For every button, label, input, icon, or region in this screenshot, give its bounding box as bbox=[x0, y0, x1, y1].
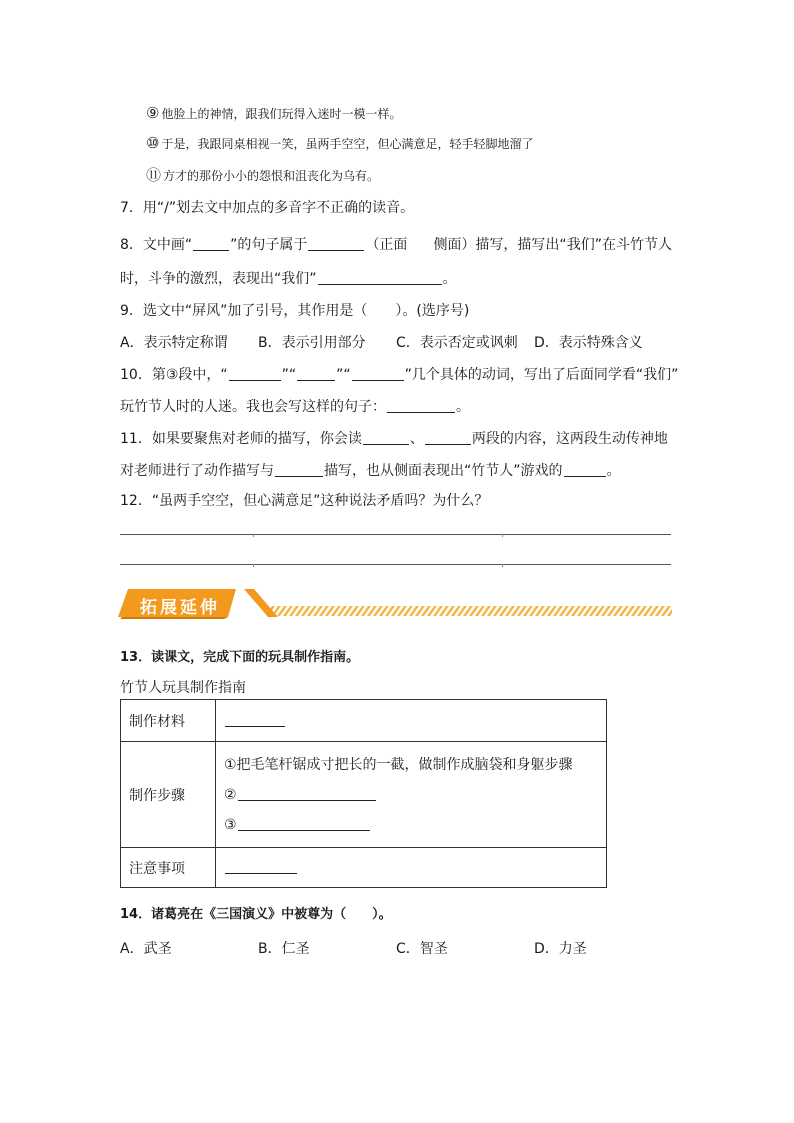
answer-line-2[interactable] bbox=[120, 564, 671, 565]
q10-text-c: 玩竹节人时的人迷。我也会写这样的句子： bbox=[120, 399, 386, 415]
q14-option-c[interactable]: C．智圣 bbox=[396, 941, 448, 957]
q11-text-a: 11．如果要聚焦对老师的描写，你会读 bbox=[120, 431, 362, 447]
q14-option-a[interactable]: A．武圣 bbox=[120, 941, 172, 957]
question-13: 13．读课文，完成下面的玩具制作指南。 bbox=[120, 650, 360, 665]
question-10-line-1 bbox=[120, 364, 678, 384]
q8-text-b: ”的句子属于 bbox=[230, 237, 308, 253]
paragraph-number: ⑨ bbox=[146, 104, 160, 122]
q8-text-a: 8．文中画“ bbox=[120, 237, 193, 253]
question-7: 7．用“/”划去文中加点的多音字不正确的读音。 bbox=[120, 200, 415, 216]
question-8-line-1 bbox=[120, 234, 672, 254]
q8-text-e: 时，斗争的激烈，表现出“我们” bbox=[120, 271, 317, 287]
q8-text-c: （正面 bbox=[365, 237, 408, 253]
q10-blank-sentence[interactable] bbox=[387, 398, 455, 413]
q8-text-f: 。 bbox=[442, 271, 457, 287]
q9-option-d[interactable]: D．表示特殊含义 bbox=[534, 335, 643, 351]
q8-text-d: 侧面）描写，描写出“我们”在斗竹节人 bbox=[433, 237, 672, 253]
passage-text: 他脸上的神情，跟我们玩得入迷时一模一样。 bbox=[161, 107, 402, 121]
banner-slash bbox=[244, 589, 278, 617]
row-label-steps: 制作步骤 bbox=[121, 742, 216, 848]
passage-text: 方才的那份小小的怨恨和沮丧化为乌有。 bbox=[163, 169, 380, 183]
q10-blank-1[interactable] bbox=[229, 366, 281, 381]
passage-line-11 bbox=[146, 164, 379, 185]
notes-blank[interactable] bbox=[225, 863, 297, 874]
q11-text-d: 描写，也从侧面表现出“竹节人”游戏的 bbox=[324, 463, 563, 479]
q10-blank-2[interactable] bbox=[297, 366, 335, 381]
passage-line-10 bbox=[146, 134, 533, 152]
q10-quote-1: ”“ bbox=[281, 367, 297, 383]
step-2 bbox=[224, 780, 598, 810]
table-row-steps bbox=[121, 742, 607, 848]
row-label-materials: 制作材料 bbox=[121, 700, 216, 742]
step-2-blank[interactable] bbox=[238, 786, 376, 801]
banner-stripe-band bbox=[268, 606, 672, 616]
step-3-num: ③ bbox=[224, 816, 237, 833]
guide-table bbox=[120, 699, 607, 888]
q10-text-a: 10．第③段中，“ bbox=[120, 367, 228, 383]
guide-table-title: 竹节人玩具制作指南 bbox=[120, 680, 246, 696]
question-11-line-1 bbox=[120, 428, 668, 448]
q10-quote-2: ”“ bbox=[336, 367, 351, 383]
paragraph-number: ⑪ bbox=[146, 166, 162, 184]
step-3-blank[interactable] bbox=[238, 816, 370, 831]
q11-blank-1[interactable] bbox=[363, 430, 409, 445]
passage-text: 于是，我跟同桌相视一笑，虽两手空空，但心满意足，轻手轻脚地溜了 bbox=[161, 137, 534, 151]
q8-blank-underline[interactable] bbox=[193, 236, 229, 251]
q11-blank-2[interactable] bbox=[425, 430, 471, 445]
q8-blank-type[interactable] bbox=[308, 236, 364, 251]
q9-option-b[interactable]: B．表示引用部分 bbox=[258, 335, 366, 351]
table-row-notes bbox=[121, 848, 607, 888]
step-1: ①把毛笔杆锯成寸把长的一截，做制作成脑袋和身躯步骤 bbox=[224, 756, 573, 773]
question-14: 14．诸葛亮在《三国演义》中被尊为（ ）。 bbox=[120, 907, 392, 922]
q11-blank-3[interactable] bbox=[275, 462, 323, 477]
q11-text-e: 。 bbox=[606, 463, 621, 479]
q11-text-b: 两段的内容，这两段生动传神地 bbox=[471, 431, 668, 447]
notes-cell bbox=[216, 848, 607, 888]
q10-text-b: ”几个具体的动词，写出了后面同学看“我们” bbox=[404, 367, 679, 383]
steps-cell bbox=[216, 742, 607, 848]
step-3 bbox=[224, 810, 598, 840]
banner-title: 拓展延伸 bbox=[140, 598, 220, 618]
table-row-materials bbox=[121, 700, 607, 742]
row-label-notes: 注意事项 bbox=[121, 848, 216, 888]
step-2-num: ② bbox=[224, 786, 237, 803]
q14-option-d[interactable]: D．力圣 bbox=[534, 941, 587, 957]
answer-line-1[interactable] bbox=[120, 534, 671, 535]
q10-text-d: 。 bbox=[456, 399, 470, 415]
q11-sep: 、 bbox=[409, 431, 424, 447]
q8-blank-express[interactable] bbox=[318, 270, 442, 285]
q11-text-c: 对老师进行了动作描写与 bbox=[120, 463, 274, 479]
question-11-line-2 bbox=[120, 460, 621, 480]
question-8-line-2 bbox=[120, 268, 457, 288]
q9-option-c[interactable]: C．表示否定或讽刺 bbox=[396, 335, 518, 351]
passage-line-9 bbox=[146, 104, 401, 122]
question-12: 12．“虽两手空空，但心满意足”这种说法矛盾吗？为什么？ bbox=[120, 493, 489, 509]
question-9: 9．选文中“屏风”加了引号，其作用是（ ）。(选序号) bbox=[120, 303, 470, 319]
q14-option-b[interactable]: B．仁圣 bbox=[258, 941, 310, 957]
materials-blank[interactable] bbox=[225, 716, 285, 727]
q9-option-a[interactable]: A．表示特定称谓 bbox=[120, 335, 228, 351]
q10-blank-3[interactable] bbox=[352, 366, 404, 381]
paragraph-number: ⑩ bbox=[146, 134, 160, 152]
q11-blank-4[interactable] bbox=[564, 462, 606, 477]
materials-cell bbox=[216, 700, 607, 742]
question-10-line-2 bbox=[120, 396, 470, 416]
